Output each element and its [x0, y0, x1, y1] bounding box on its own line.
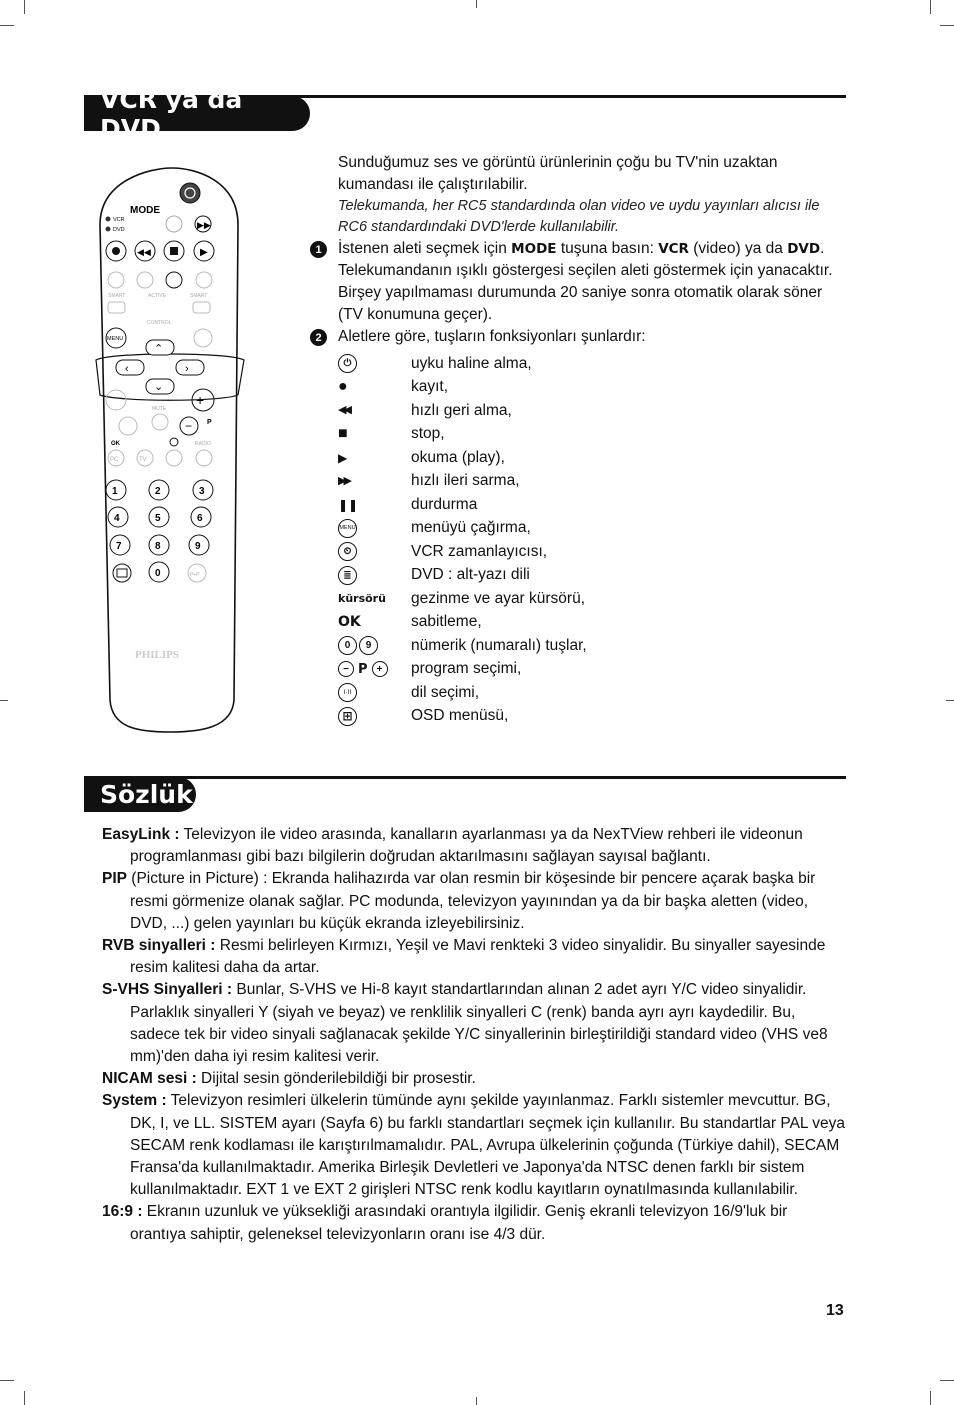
svg-text:TV: TV: [139, 457, 147, 463]
crop-mark: [24, 0, 25, 14]
crop-mark: [940, 1380, 954, 1381]
language-icon: I·II: [338, 683, 357, 702]
svg-text:PC: PC: [110, 457, 119, 463]
svg-text:MUTE: MUTE: [152, 406, 167, 412]
svg-text:▶▶: ▶▶: [197, 220, 211, 230]
svg-text:9: 9: [195, 541, 201, 552]
vcr-keyword: VCR: [658, 241, 689, 257]
crop-mark: [476, 1397, 477, 1405]
menu-icon: MENU: [338, 519, 357, 538]
crop-mark: [946, 700, 954, 701]
remote-mode-label: MODE: [130, 205, 160, 216]
svg-text:▶: ▶: [200, 247, 208, 258]
svg-text:+: +: [196, 392, 205, 408]
function-row: kürsörü gezinme ve ayar kürsörü,: [338, 589, 586, 607]
svg-text:7: 7: [116, 541, 122, 552]
glossary-entry-nicam: NICAM sesi : Dijital sesin gönderilebildiği bir prosestir.: [102, 1070, 476, 1088]
fast-forward-icon: ▶▶: [338, 474, 349, 487]
svg-text:8: 8: [155, 541, 161, 552]
step-1: 1 İstenen aleti seçmek için MODE tuşuna basın: VCR (video) ya da DVD. Telekumandanın ışıklı göstergesi seçilen aleti göstermek için yanacaktır. Birşey yapılmaması durumunda 20 saniye sonra otomatik olarak söner (TV konumuna geçer).: [338, 238, 838, 326]
glossary-entry-rvb: RVB sinyalleri : Resmi belirleyen Kırmızı, Yeşil ve Mavi renkteki 3 video sinyalidir. Bu sinyaller sayesinde resim kalitesi daha da artar.: [102, 937, 826, 977]
function-row: ▶▶ hızlı ileri sarma,: [338, 472, 520, 490]
function-row: OK sabitleme,: [338, 613, 482, 631]
svg-text:P+P: P+P: [190, 572, 200, 578]
svg-text:‹: ‹: [125, 363, 129, 375]
svg-text:ACTIVE: ACTIVE: [148, 293, 167, 299]
function-row: ● kayıt,: [338, 378, 449, 396]
function-row: ❚❚ durdurma: [338, 495, 478, 513]
svg-text:2: 2: [155, 486, 161, 497]
play-icon: ▶: [338, 450, 348, 465]
ok-label: OK: [338, 614, 361, 631]
section-title-vcr-dvd: [84, 84, 310, 143]
subtitle-icon: ≣: [338, 566, 357, 585]
timer-icon: ⏲: [338, 542, 357, 561]
svg-text:SMART: SMART: [190, 293, 208, 299]
program-p-label: P: [358, 661, 368, 677]
crop-mark: [930, 0, 931, 14]
power-icon: ⏻: [338, 354, 357, 373]
function-row: − P + program seçimi,: [338, 658, 838, 682]
step-number-1: 1: [310, 241, 327, 258]
svg-text:5: 5: [155, 513, 161, 524]
function-row: I·II dil seçimi,: [338, 681, 838, 705]
pause-icon: ❚❚: [338, 497, 359, 512]
function-row: ⊞ OSD menüsü,: [338, 705, 838, 729]
svg-text:⌄: ⌄: [154, 381, 164, 393]
record-icon: ●: [338, 378, 348, 396]
remote-right-button: [176, 360, 204, 375]
intro-text: Sunduğumuz ses ve görüntü ürünlerinin çoğu bu TV'nin uzaktan kumandası ile çalıştırılabilir.: [338, 154, 778, 193]
function-row: 0 9 nümerik (numaralı) tuşlar,: [338, 634, 838, 658]
plus-icon: +: [372, 661, 388, 677]
svg-text:SMART: SMART: [108, 293, 126, 299]
svg-text:RADIO: RADIO: [195, 441, 211, 447]
crop-mark: [0, 700, 8, 701]
intro-note: Telekumanda, her RC5 standardında olan video ve uydu yayınları alıcısı ile RC6 standardındaki DVD'lerde kullanılabilir.: [338, 198, 820, 235]
osd-icon: ⊞: [338, 707, 357, 726]
svg-text:CONTROL: CONTROL: [147, 320, 172, 326]
svg-text:DVD: DVD: [113, 227, 125, 233]
remote-body: [100, 168, 238, 732]
crop-mark: [0, 1380, 14, 1381]
svg-text:P: P: [207, 419, 212, 426]
stop-icon: ■: [338, 425, 348, 443]
glossary-entry-svhs: S-VHS Sinyalleri : Bunlar, S-VHS ve Hi-8 kayıt standartlarından alınan 2 adet ayrı Y/C video sinyalidir. Parlaklık sinyalleri Y (siyah ve beyaz) ve renklilik sinyalleri C (renk) banda ayrı ayrı kaydedilir. Bu, sadece tek bir video sinyali sağlanacak şekilde Y/C sinyallerinin birleştirildiği standard video (VHS ve8 mm)'den daha iyi resim kalitesi verir.: [102, 981, 828, 1066]
function-row: ≣ DVD : alt-yazı dili: [338, 564, 838, 588]
glossary-entry-pip: PIP (Picture in Picture) : Ekranda halihazırda var olan resmin bir köşesinde bir pencere açarak başka bir resmi görmenize olanak sağlar. PC modunda, televizyon yayınından ya da bir başka aletten (video, DVD, ...) gelen yayınları bu küçük ekranda izleyebilirsiniz.: [102, 870, 816, 932]
rewind-icon: ◀◀: [338, 404, 349, 417]
step-number-2: 2: [310, 329, 327, 346]
svg-text:◀◀: ◀◀: [137, 247, 151, 257]
digit-0-icon: 0: [338, 636, 357, 655]
glossary-entry-easylink: EasyLink : Televizyon ile video arasında, kanalların ayarlanması ya da NexTView rehberi ile videonun programlanması gibi bazı bilgilerin doğrudan aktarılmasını sağlayan sayısal bağlantı.: [102, 826, 803, 866]
function-row: ■ stop,: [338, 425, 445, 443]
crop-mark: [24, 1391, 25, 1405]
svg-text:4: 4: [114, 513, 120, 524]
glossary: [102, 824, 847, 1246]
svg-text:›: ›: [185, 363, 189, 375]
crop-mark: [930, 1391, 931, 1405]
svg-text:1: 1: [112, 486, 118, 497]
function-list: [338, 352, 838, 728]
dvd-keyword: DVD: [787, 241, 821, 257]
svg-text:MENU: MENU: [107, 336, 124, 342]
svg-text:⌃: ⌃: [154, 343, 164, 355]
section-title-glossary: [84, 777, 196, 812]
remote-left-button: [116, 360, 144, 375]
glossary-entry-16-9: 16:9 : Ekranın uzunluk ve yüksekliği arasındaki orantıyla ilgilidir. Geniş ekranli televizyon 16/9'luk bir orantıya sahiptir, geleneksel televizyonların oranı ise 4/3 dür.: [102, 1203, 788, 1243]
mode-keyword: MODE: [511, 241, 557, 257]
digit-9-icon: 9: [359, 636, 378, 655]
glossary-entry-system: System : Televizyon resimleri ülkelerin tümünde aynı şekilde yayınlanmaz. Farklı sistemler mevcuttur. BG, DK, I, ve LL. SISTEM ayarı (Sayfa 6) bu farklı standartları seçmek için kullanılır. Bu standartlar PAL veya SECAM renk kodlaması ile karıştırılmamalıdır. PAL, Avrupa ülkelerinin çoğunda (Türkiye dahil), SECAM Fransa'da kullanılmaktadır. Amerika Birleşik Devletleri ve Japonya'da NTSC denen farklı bir sistem kullanılmaktadır. EXT 1 ve EXT 2 girişleri NTSC renk kodlu kayıtların oynatılmasında kullanılabilir.: [102, 1092, 846, 1199]
function-row: ▶ okuma (play),: [338, 448, 505, 466]
cursor-label: kürsörü: [338, 592, 386, 606]
svg-text:−: −: [185, 419, 193, 433]
section-title-text: Sözlük: [100, 780, 193, 809]
minus-icon: −: [338, 661, 354, 677]
function-row: MENU menüyü çağırma,: [339, 519, 531, 537]
page-number: 13: [826, 1302, 844, 1319]
section-rule: [84, 776, 846, 779]
svg-text:VCR: VCR: [113, 217, 125, 223]
remote-power-button: [180, 183, 200, 203]
remote-brand-logo: PHILIPS: [135, 649, 180, 661]
function-row: ◀◀ hızlı geri alma,: [338, 401, 512, 419]
section-title-text: VCR ya da DVD: [100, 84, 243, 143]
step-2: 2 Aletlere göre, tuşların fonksiyonları şunlardır:: [338, 326, 838, 348]
crop-mark: [940, 25, 954, 26]
crop-mark: [476, 0, 477, 8]
svg-text:OK: OK: [111, 441, 120, 447]
intro-block: [315, 152, 838, 348]
svg-text:6: 6: [197, 513, 203, 524]
function-row: ⏲ VCR zamanlayıcısı,: [338, 540, 838, 564]
svg-text:3: 3: [199, 486, 205, 497]
svg-text:0: 0: [155, 568, 161, 579]
crop-mark: [0, 25, 14, 26]
function-row: ⏻ uyku haline alma,: [338, 352, 838, 376]
